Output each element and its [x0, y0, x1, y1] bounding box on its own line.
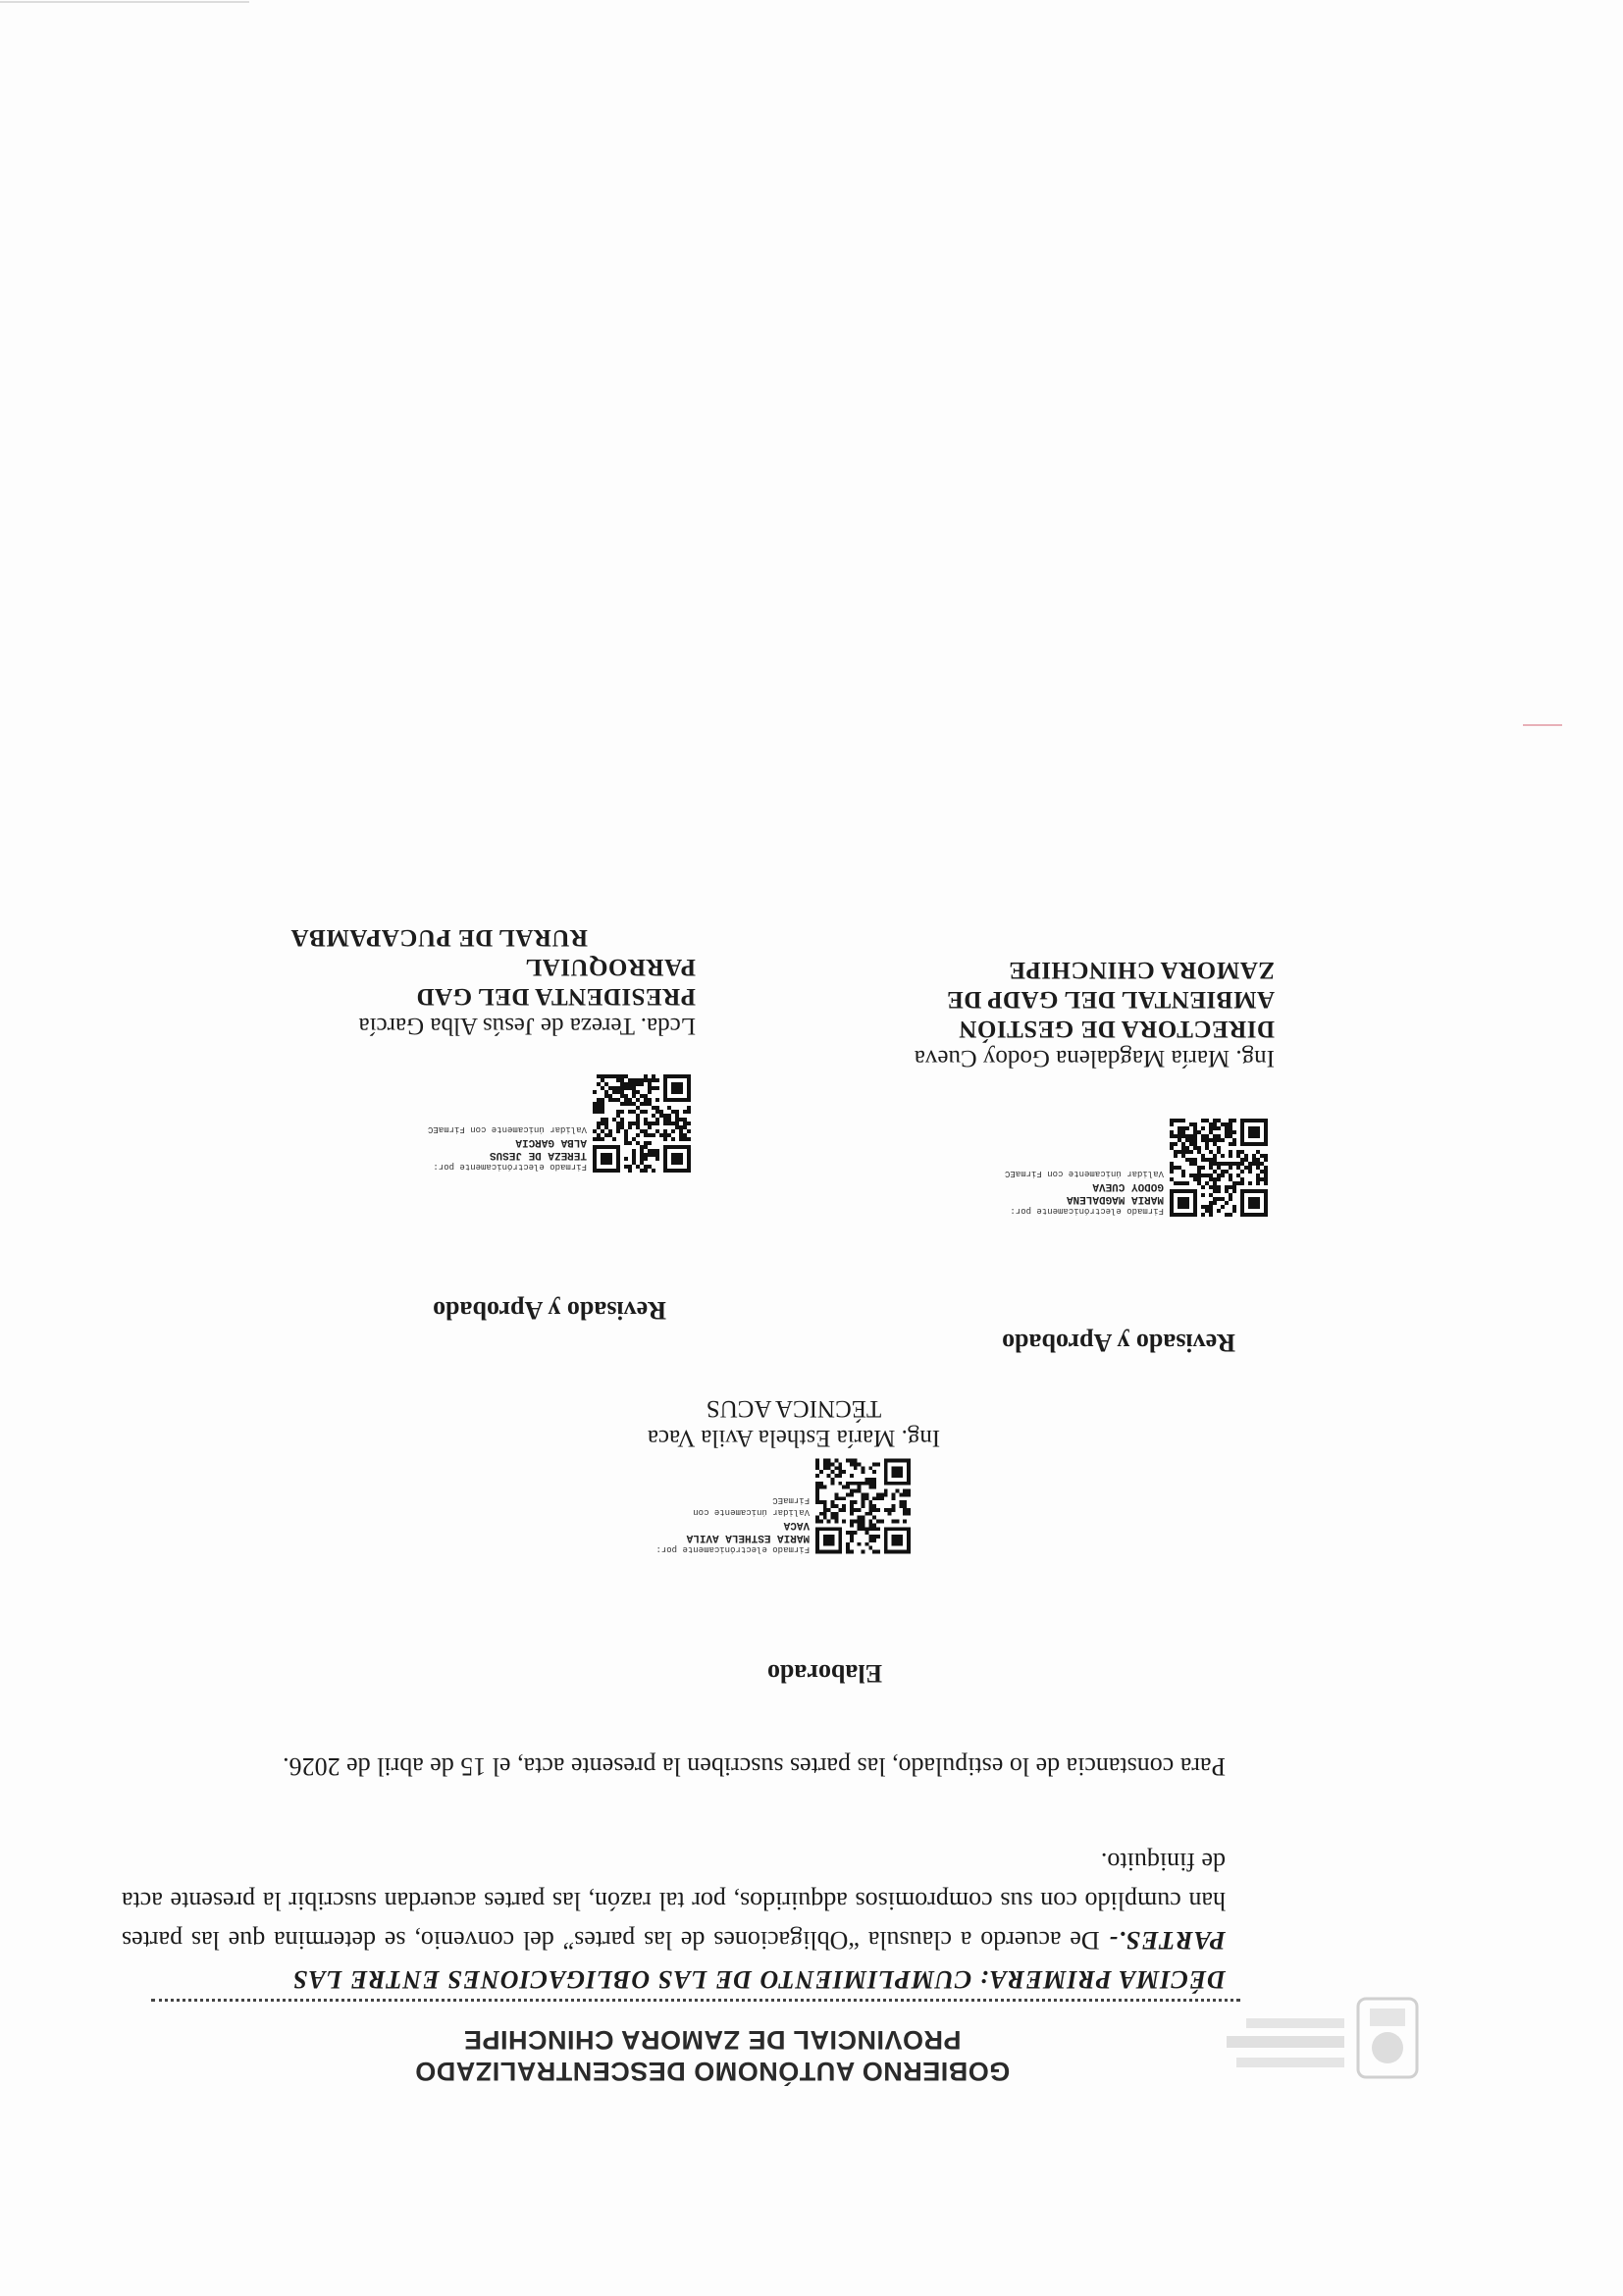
elaborado-heading: Elaborado	[766, 1659, 882, 1688]
scan-edge	[0, 1, 249, 3]
signer-name: Lcda. Tereza de Jesús Alba García	[358, 1013, 696, 1039]
qr-signed-by: Firmado electrónicamente por:	[1010, 1206, 1164, 1216]
elaborado-signer	[598, 1393, 990, 1452]
clause-title-end: PARTES.-	[1108, 1926, 1226, 1955]
qr-code-icon	[1170, 1119, 1268, 1217]
alba-signature	[426, 1074, 691, 1173]
qr-code-icon	[815, 1457, 911, 1555]
signer-title-1: DIRECTORA DE GESTIÓN	[958, 1016, 1275, 1042]
signer-title-1: PRESIDENTA DEL GAD PARROQUIAL	[416, 954, 696, 1010]
clause-text: De acuerdo a clausula “Obligaciones de las partes” del convenio, se determina que las partes han cumplido con sus compromisos adquiridos, por tal razón, las partes acuerdan suscribir la presente acta de finiquito.	[121, 1848, 1226, 1955]
clause-title: DÉCIMA PRIMERA: CUMPLIMIENTO DE LAS OBLIGACIONES ENTRE LAS	[291, 1965, 1226, 1994]
signer-name: Ing. María Esthela Avila Vaca	[647, 1425, 941, 1451]
signer-title-2: AMBIENTAL DEL GADP DE	[946, 986, 1275, 1013]
document-header	[340, 2024, 1085, 2087]
scan-mark	[1523, 724, 1562, 726]
closing-paragraph: Para constancia de lo estipulado, las partes suscriben la presente acta, el 15 de abril de 2026.	[283, 1752, 1226, 1781]
alba-signer	[254, 922, 696, 1040]
qr-signed-by: Firmado electrónicamente por:	[655, 1544, 811, 1554]
qr-name-2: ALBA GARCIA	[515, 1136, 587, 1148]
header-line-1: GOBIERNO AUTÓNOMO DESCENTRALIZADO	[414, 2057, 1011, 2086]
signer-name: Ing. María Magdalena Godoy Cueva	[914, 1045, 1275, 1071]
signer-title-3: ZAMORA CHINCHIPE	[1008, 957, 1275, 983]
qr-name-2: GODOY CUEVA	[1092, 1180, 1164, 1192]
godoy-signature	[1003, 1119, 1268, 1217]
qr-validate: Validar únicamente con FirmaEC	[427, 1124, 587, 1134]
qr-name-1: TEREZA DE JESUS	[489, 1149, 587, 1161]
qr-name-2: VACA	[783, 1519, 811, 1531]
clause-paragraph	[122, 1842, 1226, 1999]
qr-validate: Validar únicamente con FirmaEC	[693, 1495, 811, 1517]
prefectura-logo	[1217, 1992, 1423, 2085]
header-line-2: PROVINCIAL DE ZAMORA CHINCHIPE	[463, 2025, 962, 2055]
signer-title: TÉCNICA ACUS	[706, 1395, 882, 1422]
revisado-heading-right: Revisado y Aprobado	[433, 1296, 666, 1325]
godoy-signer	[863, 955, 1275, 1072]
qr-name-1: MARIA ESTHELA AVILA	[686, 1532, 811, 1543]
qr-validate: Validar únicamente con FirmaEC	[1004, 1169, 1164, 1178]
revisado-heading-left: Revisado y Aprobado	[1002, 1329, 1235, 1357]
header-divider	[151, 1999, 1240, 2002]
qr-name-1: MARIA MAGDALENA	[1066, 1193, 1164, 1205]
signer-title-2: RURAL DE PUCAPAMBA	[290, 924, 588, 951]
qr-signed-by: Firmado electrónicamente por:	[433, 1162, 587, 1172]
elaborado-signature	[655, 1457, 911, 1555]
qr-code-icon	[593, 1074, 691, 1173]
